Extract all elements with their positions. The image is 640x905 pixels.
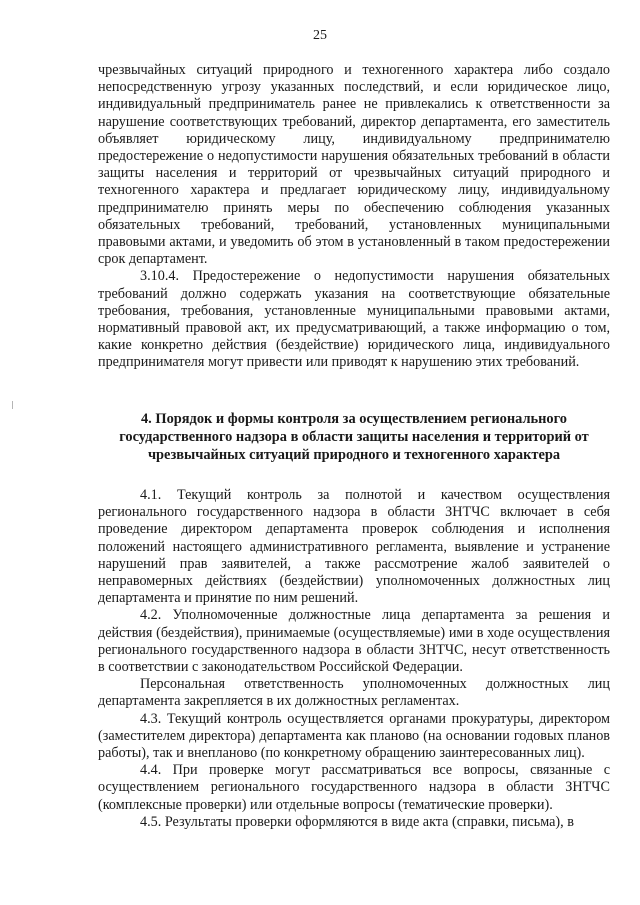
paragraph-4-1: 4.1. Текущий контроль за полнотой и качеством осуществления регионального государственного надзора в области ЗНТЧС включает в себя проведение директором департамента проверок соблюдения и исполнения положений настоящего административного регламента, выявление и устранение нарушений прав заявителей, а также рассмотрение жалоб заявителей о неправомерных действиях (бездействии) уполномоченных должностных лиц департамента и принятие по ним решений. xyxy=(98,487,610,607)
paragraph-4-3: 4.3. Текущий контроль осуществляется органами прокуратуры, директором (заместителем директора) департамента как планово (на основании годовых планов работы), так и внепланово (по конкретному обращению заинтересованных лиц). xyxy=(98,710,610,762)
top-text-block xyxy=(98,62,610,372)
section-heading: 4. Порядок и формы контроля за осуществлением регионального государственного надзора в области защиты населения и территорий от чрезвычайных ситуаций природного и техногенного характера xyxy=(119,411,589,463)
paragraph-personal-responsibility: Персональная ответственность уполномоченных должностных лиц департамента закрепляется в их должностных регламентах. xyxy=(98,676,610,710)
paragraph-4-4: 4.4. При проверке могут рассматриваться все вопросы, связанные с осуществлением регионального государственного надзора в области ЗНТЧС (комплексные проверки) или отдельные вопросы (тематические проверки). xyxy=(98,762,610,813)
paragraph-3-10-4: 3.10.4. Предостережение о недопустимости нарушения обязательных требований должно содержать указания на соответствующие обязательные требования, требования, установленные муниципальными правовыми актами, нормативный правовой акт, их предусматривающий, а также информацию о том, какие конкретно действия (бездействие) юридического лица, индивидуального предпринимателя могут привести или приводят к нарушению этих требований. xyxy=(98,268,610,371)
paragraph-4-2: 4.2. Уполномоченные должностные лица департамента за решения и действия (бездействия), принимаемые (осуществляемые) ими в ходе осуществления регионального государственного надзора в области ЗНТЧС, несут ответственность в соответствии с законодательством Российской Федерации. xyxy=(98,607,610,676)
bottom-text-block xyxy=(98,487,610,831)
margin-mark xyxy=(12,401,13,409)
page-number: 25 xyxy=(313,28,327,43)
paragraph-4-5: 4.5. Результаты проверки оформляются в виде акта (справки, письма), в xyxy=(140,813,574,830)
paragraph-continuation: чрезвычайных ситуаций природного и техногенного характера либо создало непосредственную угрозу указанных последствий, и если юридическое лицо, индивидуальный предприниматель ранее не привлекались к ответственности за нарушение соответствующих требований, директор департамента, его заместитель объявляет юридическому лицу, индивидуальному предпринимателю предостережение о недопустимости нарушения обязательных требований в области защиты населения и территорий от чрезвычайных ситуаций природного и техногенного характера и предлагает юридическому лицу, индивидуальному предпринимателю принять меры по обеспечению соблюдения указанных обязательных требований, требований, установленных муниципальными правовыми актами, и уведомить об этом в установленный в таком предостережении срок департамент. xyxy=(98,62,610,268)
